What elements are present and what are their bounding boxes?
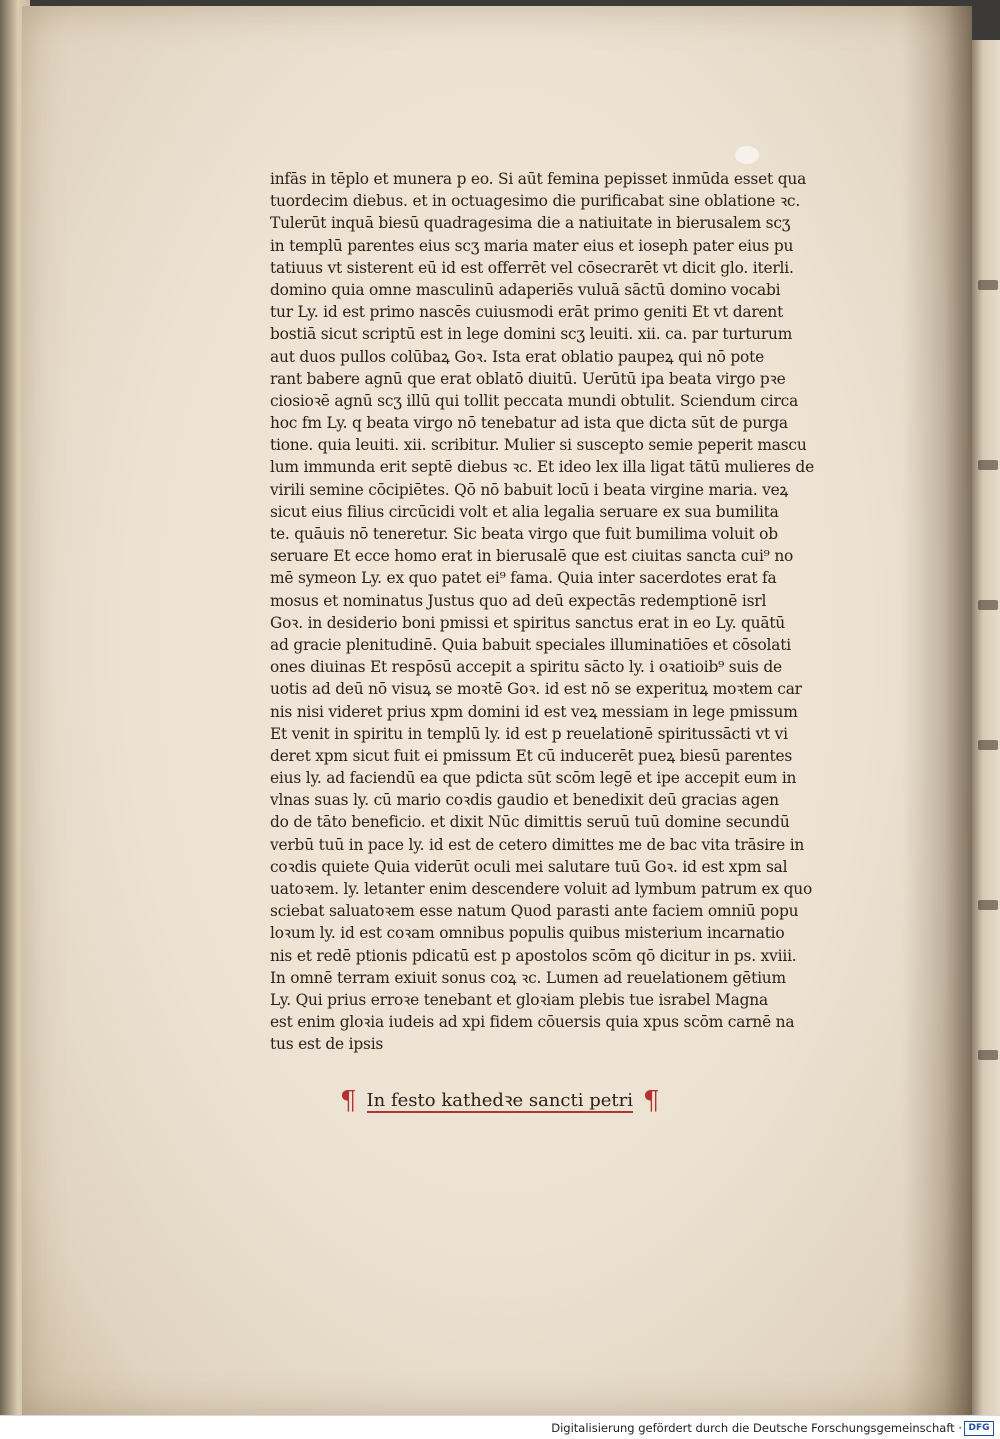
adjacent-text-fragment [978,1050,998,1060]
section-heading [340,1086,720,1116]
text-line: nis nisi videret prius xpm domini id est veꝝ messiam in lege pmissum [270,702,798,721]
pilcrow-mark: ¶ [643,1086,660,1116]
adjacent-text-fragment [978,900,998,910]
text-line: nis et redē ptionis pdicatū est p apostolos scōm qō dicitur in ps. xviii. [270,946,797,965]
text-line: Tulerūt inquā biesū quadragesima die a natiuitate in bierusalem scʒ [270,214,791,233]
text-line: est enim gloꝛia iudeis ad xpi fidem cōuersis quia xpus scōm carnē na [270,1013,795,1032]
text-line: sicut eius filius circūcidi volt et alia legalia seruare ex sua bumilita [270,502,779,521]
text-line: te. quāuis nō teneretur. Sic beata virgo que fuit bumilima voluit ob [270,525,778,543]
funding-credit: Digitalisierung gefördert durch die Deutsche Forschungsgemeinschaft · [551,1421,962,1435]
text-line: tuordecim diebus. et in octuagesimo die purificabat sine oblatione ꝛc. [270,192,801,211]
adjacent-text-fragment [978,740,998,750]
adjacent-text-fragment [978,600,998,610]
footer-bar [0,1415,1000,1439]
text-line: vlnas suas ly. cū mario coꝛdis gaudio et benedixit deū gracias agen [270,791,779,810]
adjacent-page-edge [972,40,1000,1415]
text-line: tione. quia leuiti. xii. scribitur. Mulier si suscepto semie peperit mascu [270,436,807,455]
heading-title: In festo kathedꝛe sancti petri [366,1090,633,1111]
text-line: loꝛum ly. id est coꝛam omnibus populis quibus misterium incarnatio [270,924,785,943]
text-line: domino quia omne masculinū adaperiēs vuluā sāctū domino vocabi [270,280,781,299]
text-line: In omnē terram exiuit sonus coꝝ ꝛc. Lumen ad reuelationem gētium [270,968,786,987]
dfg-logo: DFG [964,1421,994,1436]
paper-stain [735,146,759,164]
text-line: do de tāto beneficio. et dixit Nūc dimittis seruū tuū domine secundū [270,813,790,832]
text-line: virili semine cōcipiētes. Qō nō babuit locū i beata virgine maria. veꝝ [270,480,789,499]
text-line: bostiā sicut scriptū est in lege domini scʒ leuiti. xii. ca. par turturum [270,325,793,344]
pilcrow-mark: ¶ [340,1086,357,1116]
text-line: uatoꝛem. ly. letanter enim descendere voluit ad lymbum patrum ex quo [270,880,813,898]
text-line: deret xpm sicut fuit ei pmissum Et cū inducerēt pueꝝ biesū parentes [270,746,793,765]
text-line: Ly. Qui prius erroꝛe tenebant et gloꝛiam plebis tue israbel Magna [270,990,768,1009]
text-line: eius ly. ad faciendū ea que pdicta sūt scōm legē et ipe accepit eum in [270,769,797,788]
text-line: Goꝛ. in desiderio boni pmissi et spiritus sanctus erat in eo Ly. quātū [270,613,786,632]
text-line: infās in tēplo et munera p eo. Si aūt femina pepisset inmūda esset qua [270,170,807,188]
adjacent-text-fragment [978,280,998,290]
text-line: tus est de ipsis [270,1035,384,1054]
text-line: in templū parentes eius scʒ maria mater eius et ioseph pater eius pu [270,236,794,255]
text-line: seruare Et ecce homo erat in bierusalē que est ciuitas sancta cui⁹ no [270,547,794,566]
text-line: uotis ad deū nō visuꝝ se moꝛtē Goꝛ. id est nō se experituꝝ moꝛtem car [270,680,802,699]
text-line: aut duos pullos colūbaꝝ Goꝛ. Ista erat oblatio paupeꝝ qui nō pote [270,347,765,366]
text-line: Et venit in spiritu in templū ly. id est p reuelationē spiritussācti vt vi [270,724,788,743]
adjacent-text-fragment [978,460,998,470]
text-line: rant babere agnū que erat oblatō diuitū. Uerūtū ipa beata virgo pꝛe [270,369,786,388]
text-line: ad gracie plenitudinē. Quia babuit speciales illuminatiōes et cōsolati [270,635,791,654]
text-line: ones diuinas Et respōsū accepit a spiritu sācto ly. i oꝛatioib⁹ suis de [270,658,782,677]
text-line: sciebat saluatoꝛem esse natum Quod parasti ante faciem omniū popu [270,902,799,921]
text-line: hoc fm Ly. q beata virgo nō tenebatur ad ista que dicta sūt de purga [270,414,788,433]
text-line: mē symeon Ly. ex quo patet ei⁹ fama. Quia inter sacerdotes erat fa [270,569,777,588]
text-line: tatiuus vt sisterent eū id est offerrēt vel cōsecrarēt vt dicit glo. iterli. [270,258,794,277]
text-line: tur Ly. id est primo nascēs cuiusmodi erāt primo geniti Et vt darent [270,303,784,322]
text-line: ciosioꝛē agnū scʒ illū qui tollit peccata mundi obtulit. Sciendum circa [270,391,799,410]
text-line: coꝛdis quiete Quia viderūt oculi mei salutare tuū Goꝛ. id est xpm sal [270,857,788,876]
page-gutter-shadow [902,6,972,1415]
text-line: mosus et nominatus Justus quo ad deū expectās redemptionē isrl [270,591,767,610]
text-line: verbū tuū in pace ly. id est de cetero dimittes me de bac vita trāsire in [270,835,805,854]
text-line: lum immunda erit septē diebus ꝛc. Et ideo lex illa ligat tātū mulieres de [270,458,814,477]
body-text-column [270,168,860,1056]
